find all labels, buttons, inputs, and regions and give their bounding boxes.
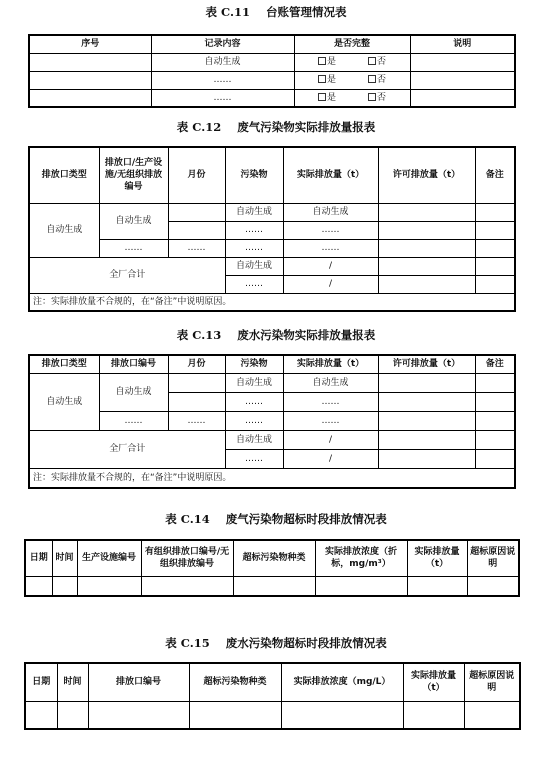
header-permitted-emission: 许可排放量（t）	[378, 355, 475, 373]
table-row	[29, 53, 515, 71]
header-date: 日期	[25, 663, 57, 701]
header-actual-concentration: 实际排放浓度（mg/L）	[281, 663, 403, 701]
header-outlet-number: 有组织排放口编号/无组织排放编号	[141, 540, 233, 576]
table-row	[25, 701, 520, 729]
actual-emission-cell: ……	[283, 392, 378, 411]
actual-emission-cell: 自动生成	[283, 373, 378, 392]
pollutant-cell: ……	[225, 449, 283, 468]
actual-emission-cell: /	[283, 257, 378, 275]
table-c15-title: 表 C.15 废水污染物超标时段排放情况表	[165, 636, 387, 650]
checkbox-no-label: 否	[377, 92, 387, 103]
actual-emission-cell: /	[283, 275, 378, 293]
checkbox-no[interactable]	[368, 57, 376, 65]
table-row	[29, 430, 515, 449]
table-row	[29, 239, 515, 257]
pollutant-cell: 自动生成	[225, 203, 283, 221]
header-actual-emission: 实际排放量（t）	[407, 540, 467, 576]
header-record-content: 记录内容	[151, 35, 294, 53]
header-month: 月份	[168, 147, 225, 203]
header-exceed-reason: 超标原因说明	[464, 663, 520, 701]
month-cell: ……	[168, 411, 225, 430]
table-c14	[24, 539, 520, 597]
header-time: 时间	[57, 663, 88, 701]
header-complete: 是否完整	[294, 35, 410, 53]
actual-emission-cell: /	[283, 449, 378, 468]
header-time: 时间	[52, 540, 77, 576]
table-row	[29, 71, 515, 89]
month-cell: ……	[168, 239, 225, 257]
table-c14-title: 表 C.14 废气污染物超标时段排放情况表	[165, 512, 387, 526]
header-remark: 备注	[475, 355, 515, 373]
checkbox-yes[interactable]	[318, 93, 326, 101]
pollutant-cell: ……	[225, 392, 283, 411]
table-row	[29, 373, 515, 392]
outlet-type-cell: 自动生成	[29, 203, 99, 257]
checkbox-yes-label: 是	[326, 92, 336, 103]
header-outlet-type: 排放口类型	[29, 355, 99, 373]
record-content-cell: ……	[151, 71, 294, 89]
actual-emission-cell: /	[283, 430, 378, 449]
table-row	[29, 203, 515, 221]
checkbox-yes[interactable]	[318, 75, 326, 83]
table-row	[29, 89, 515, 107]
table-c12-note: 注：实际排放量不合规的，在“备注”中说明原因。	[29, 293, 515, 311]
checkbox-yes[interactable]	[318, 57, 326, 65]
pollutant-cell: 自动生成	[225, 257, 283, 275]
outlet-number-cell: ……	[99, 411, 168, 430]
header-permitted-emission: 许可排放量（t）	[378, 147, 475, 203]
table-c13-note: 注：实际排放量不合规的，在“备注”中说明原因。	[29, 468, 515, 488]
header-outlet-number: 排放口编号	[99, 355, 168, 373]
header-serial: 序号	[29, 35, 151, 53]
outlet-number-cell: 自动生成	[99, 373, 168, 411]
pollutant-cell: ……	[225, 411, 283, 430]
table-c12	[28, 146, 516, 312]
header-explanation: 说明	[410, 35, 515, 53]
header-month: 月份	[168, 355, 225, 373]
header-facility-number: 生产设施编号	[77, 540, 141, 576]
plant-total-cell: 全厂合计	[29, 430, 225, 468]
outlet-number-cell: 自动生成	[99, 203, 168, 239]
header-pollutant: 污染物	[225, 147, 283, 203]
complete-checkboxes	[294, 71, 410, 89]
complete-checkboxes	[294, 53, 410, 71]
header-exceeding-pollutant: 超标污染物种类	[189, 663, 281, 701]
pollutant-cell: 自动生成	[225, 373, 283, 392]
actual-emission-cell: ……	[283, 411, 378, 430]
header-actual-emission: 实际排放量（t）	[403, 663, 464, 701]
table-row	[25, 576, 519, 596]
checkbox-no-label: 否	[377, 57, 387, 67]
pollutant-cell: ……	[225, 239, 283, 257]
plant-total-cell: 全厂合计	[29, 257, 225, 293]
table-row	[29, 257, 515, 275]
record-content-cell: ……	[151, 89, 294, 107]
table-c11-title: 表 C.11 台账管理情况表	[205, 5, 347, 19]
header-pollutant: 污染物	[225, 355, 283, 373]
table-c15	[24, 662, 521, 730]
header-remark: 备注	[475, 147, 515, 203]
checkbox-yes-label: 是	[326, 57, 336, 67]
checkbox-no[interactable]	[368, 75, 376, 83]
header-actual-emission: 实际排放量（t）	[283, 147, 378, 203]
header-outlet-type: 排放口类型	[29, 147, 99, 203]
header-outlet-number: 排放口编号	[88, 663, 189, 701]
table-c13-title: 表 C.13 废水污染物实际排放量报表	[176, 328, 376, 342]
table-c11	[28, 34, 516, 108]
checkbox-yes-label: 是	[326, 75, 336, 85]
header-exceed-reason: 超标原因说明	[467, 540, 519, 576]
header-exceeding-pollutant: 超标污染物种类	[233, 540, 315, 576]
outlet-number-cell: ……	[99, 239, 168, 257]
table-row	[29, 411, 515, 430]
checkbox-no-label: 否	[377, 75, 387, 85]
table-c13	[28, 354, 516, 489]
record-content-cell: 自动生成	[151, 53, 294, 71]
header-date: 日期	[25, 540, 52, 576]
header-actual-emission: 实际排放量（t）	[283, 355, 378, 373]
header-actual-concentration: 实际排放浓度（折标，mg/m³）	[315, 540, 407, 576]
actual-emission-cell: ……	[283, 221, 378, 239]
table-c12-title: 表 C.12 废气污染物实际排放量报表	[176, 120, 376, 134]
complete-checkboxes	[294, 89, 410, 107]
pollutant-cell: ……	[225, 275, 283, 293]
actual-emission-cell: ……	[283, 239, 378, 257]
pollutant-cell: ……	[225, 221, 283, 239]
pollutant-cell: 自动生成	[225, 430, 283, 449]
outlet-type-cell: 自动生成	[29, 373, 99, 430]
actual-emission-cell: 自动生成	[283, 203, 378, 221]
header-outlet-number: 排放口/生产设施/无组织排放编号	[99, 147, 168, 203]
checkbox-no[interactable]	[368, 93, 376, 101]
